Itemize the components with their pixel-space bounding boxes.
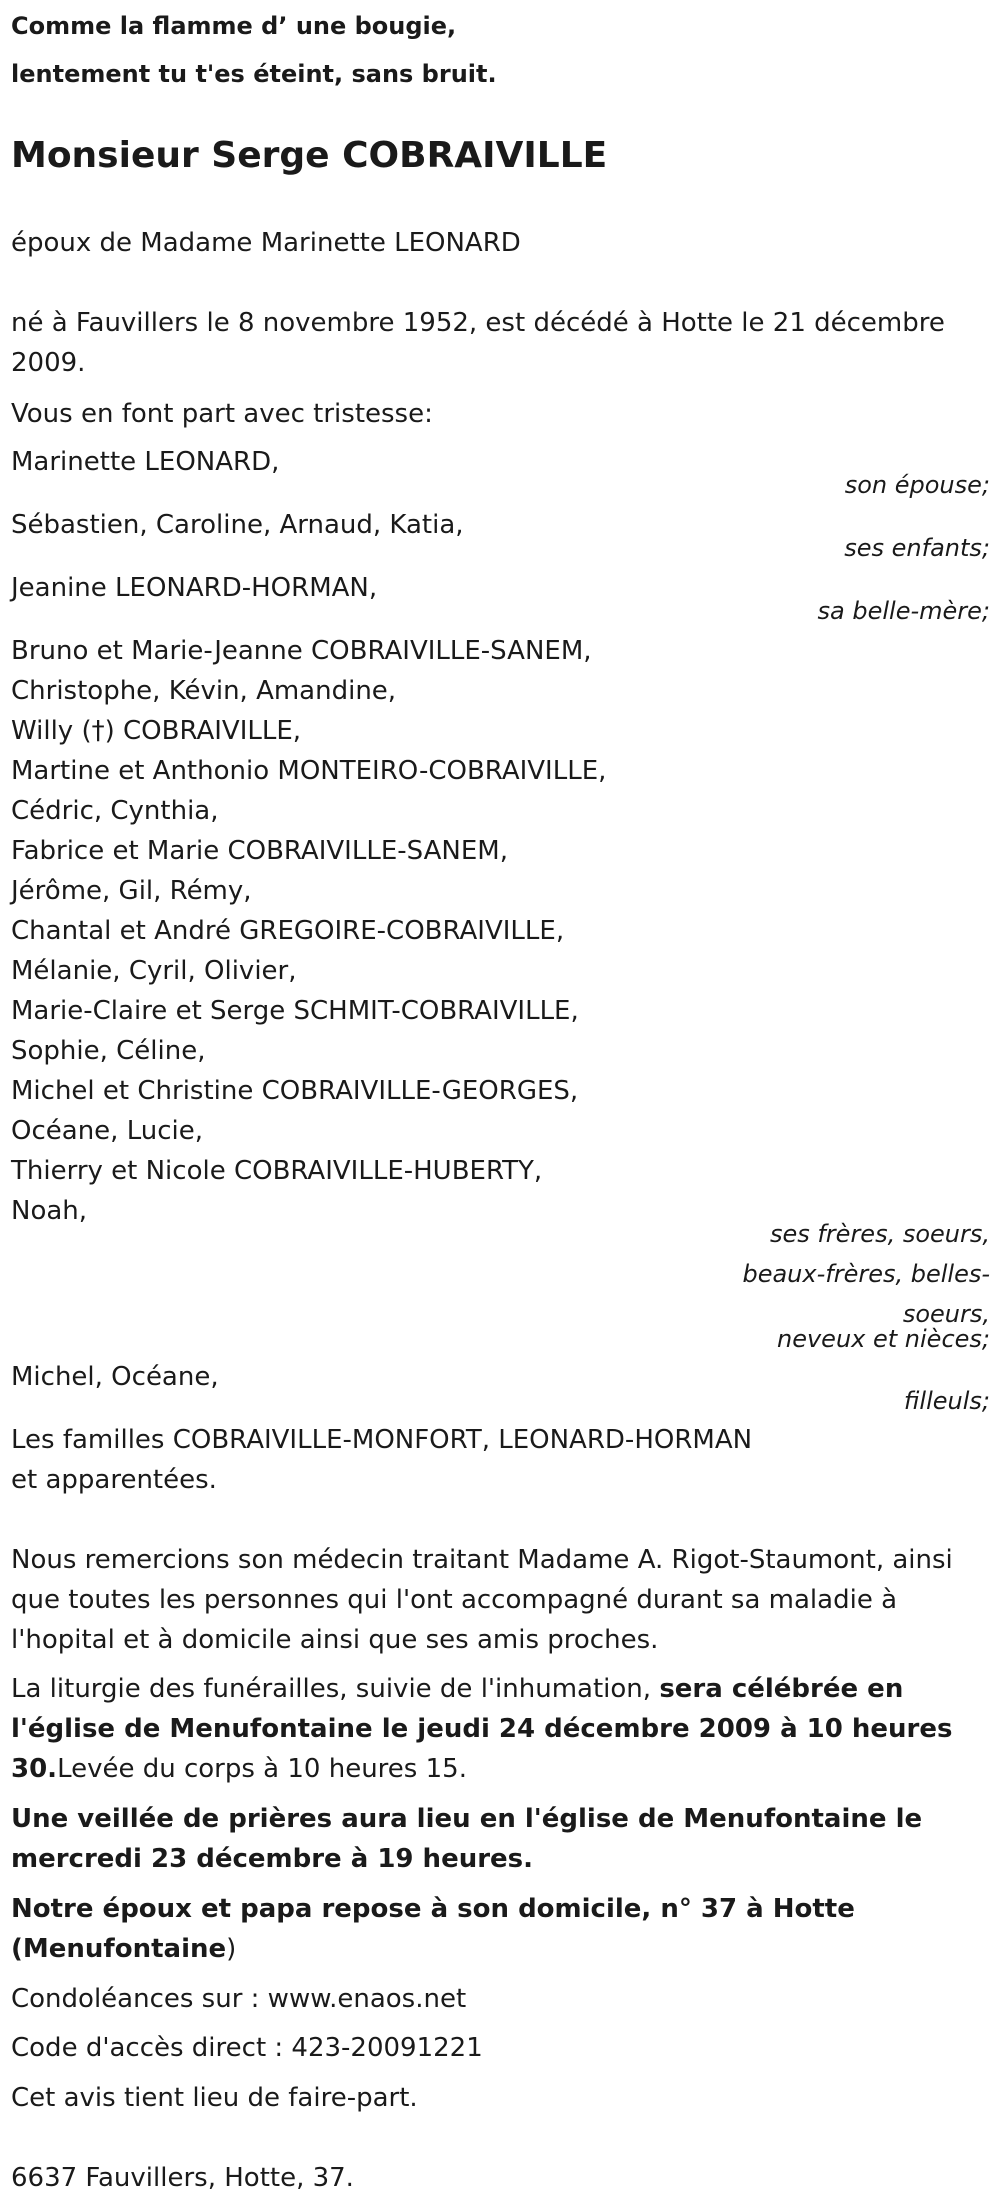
rest-line-1: Notre époux et papa repose à son domicile, n° 37 à Hotte <box>11 1894 855 1924</box>
list-item: Océane, Lucie, <box>11 1116 203 1146</box>
children-relation: ses enfants; <box>844 534 990 562</box>
godchildren-relation: filleuls; <box>903 1387 990 1415</box>
list-item: Sophie, Céline, <box>11 1036 206 1066</box>
motto-line-1: Comme la flamme d’ une bougie, <box>11 12 457 40</box>
list-item: Cédric, Cynthia, <box>11 796 219 826</box>
announcement-intro: Vous en font part avec tristesse: <box>11 399 433 429</box>
list-item: Martine et Anthonio MONTEIRO-COBRAIVILLE, <box>11 756 607 786</box>
funeral-text: La liturgie des funérailles, suivie de l'inhumation, <box>11 1674 660 1704</box>
siblings-relation-line: neveux et nièces; <box>777 1325 990 1353</box>
funeral-text-bold: 30. <box>11 1754 58 1784</box>
rest-line-2 <box>11 1929 236 1969</box>
access-code-line: Code d'accès direct : 423-20091221 <box>11 2033 483 2063</box>
list-item: Marie-Claire et Serge SCHMIT-COBRAIVILLE, <box>11 996 579 1026</box>
siblings-relation-line: ses frères, soeurs, <box>769 1220 990 1248</box>
address-line: 6637 Fauvillers, Hotte, 37. <box>11 2163 354 2193</box>
families-line-2: et apparentées. <box>11 1465 217 1495</box>
siblings-relation-line: soeurs, <box>902 1300 990 1328</box>
list-item: Fabrice et Marie COBRAIVILLE-SANEM, <box>11 836 508 866</box>
families-line-1: Les familles COBRAIVILLE-MONFORT, LEONARD-HORMAN <box>11 1425 753 1455</box>
birth-death-line-1: né à Fauvillers le 8 novembre 1952, est décédé à Hotte le 21 décembre <box>11 308 945 338</box>
funeral-line-3 <box>11 1749 467 1789</box>
list-item: Thierry et Nicole COBRAIVILLE-HUBERTY, <box>11 1156 543 1186</box>
list-item: Christophe, Kévin, Amandine, <box>11 676 397 706</box>
siblings-relation-line: beaux-frères, belles- <box>742 1260 990 1288</box>
list-item: Michel et Christine COBRAIVILLE-GEORGES, <box>11 1076 579 1106</box>
list-item: Willy (†) COBRAIVILLE, <box>11 716 302 746</box>
spouse-name: Marinette LEONARD, <box>11 447 280 477</box>
list-item: Bruno et Marie-Jeanne COBRAIVILLE-SANEM, <box>11 636 592 666</box>
motto-line-2: lentement tu t'es éteint, sans bruit. <box>11 60 497 88</box>
condolences-line: Condoléances sur : www.enaos.net <box>11 1984 467 2014</box>
rest-text: ) <box>226 1934 237 1964</box>
vigil-line-1: Une veillée de prières aura lieu en l'église de Menufontaine le <box>11 1804 923 1834</box>
spouse-relation: son épouse; <box>844 471 990 499</box>
list-item: Mélanie, Cyril, Olivier, <box>11 956 297 986</box>
list-item: Jérôme, Gil, Rémy, <box>11 876 252 906</box>
godchildren-names: Michel, Océane, <box>11 1362 219 1392</box>
funeral-text: Levée du corps à 10 heures 15. <box>57 1754 467 1784</box>
vigil-line-2: mercredi 23 décembre à 19 heures. <box>11 1844 534 1874</box>
deceased-name: Monsieur Serge COBRAIVILLE <box>11 135 608 176</box>
funeral-line-2: l'église de Menufontaine le jeudi 24 décembre 2009 à 10 heures <box>11 1714 953 1744</box>
funeral-line-1 <box>11 1669 903 1709</box>
spouse-line: époux de Madame Marinette LEONARD <box>11 228 521 258</box>
mother-in-law-relation: sa belle-mère; <box>817 597 990 625</box>
list-item: Noah, <box>11 1196 88 1226</box>
thanks-line-3: l'hopital et à domicile ainsi que ses amis proches. <box>11 1625 659 1655</box>
birth-death-line-2: 2009. <box>11 348 86 378</box>
mother-in-law-name: Jeanine LEONARD-HORMAN, <box>11 573 378 603</box>
thanks-line-2: que toutes les personnes qui l'ont accompagné durant sa maladie à <box>11 1585 898 1615</box>
rest-text-bold: (Menufontaine <box>11 1934 227 1964</box>
children-names: Sébastien, Caroline, Arnaud, Katia, <box>11 510 464 540</box>
thanks-line-1: Nous remercions son médecin traitant Madame A. Rigot-Staumont, ainsi <box>11 1545 953 1575</box>
funeral-text-bold: sera célébrée en <box>659 1674 904 1704</box>
list-item: Chantal et André GREGOIRE-COBRAIVILLE, <box>11 916 565 946</box>
notice-line: Cet avis tient lieu de faire-part. <box>11 2083 418 2113</box>
